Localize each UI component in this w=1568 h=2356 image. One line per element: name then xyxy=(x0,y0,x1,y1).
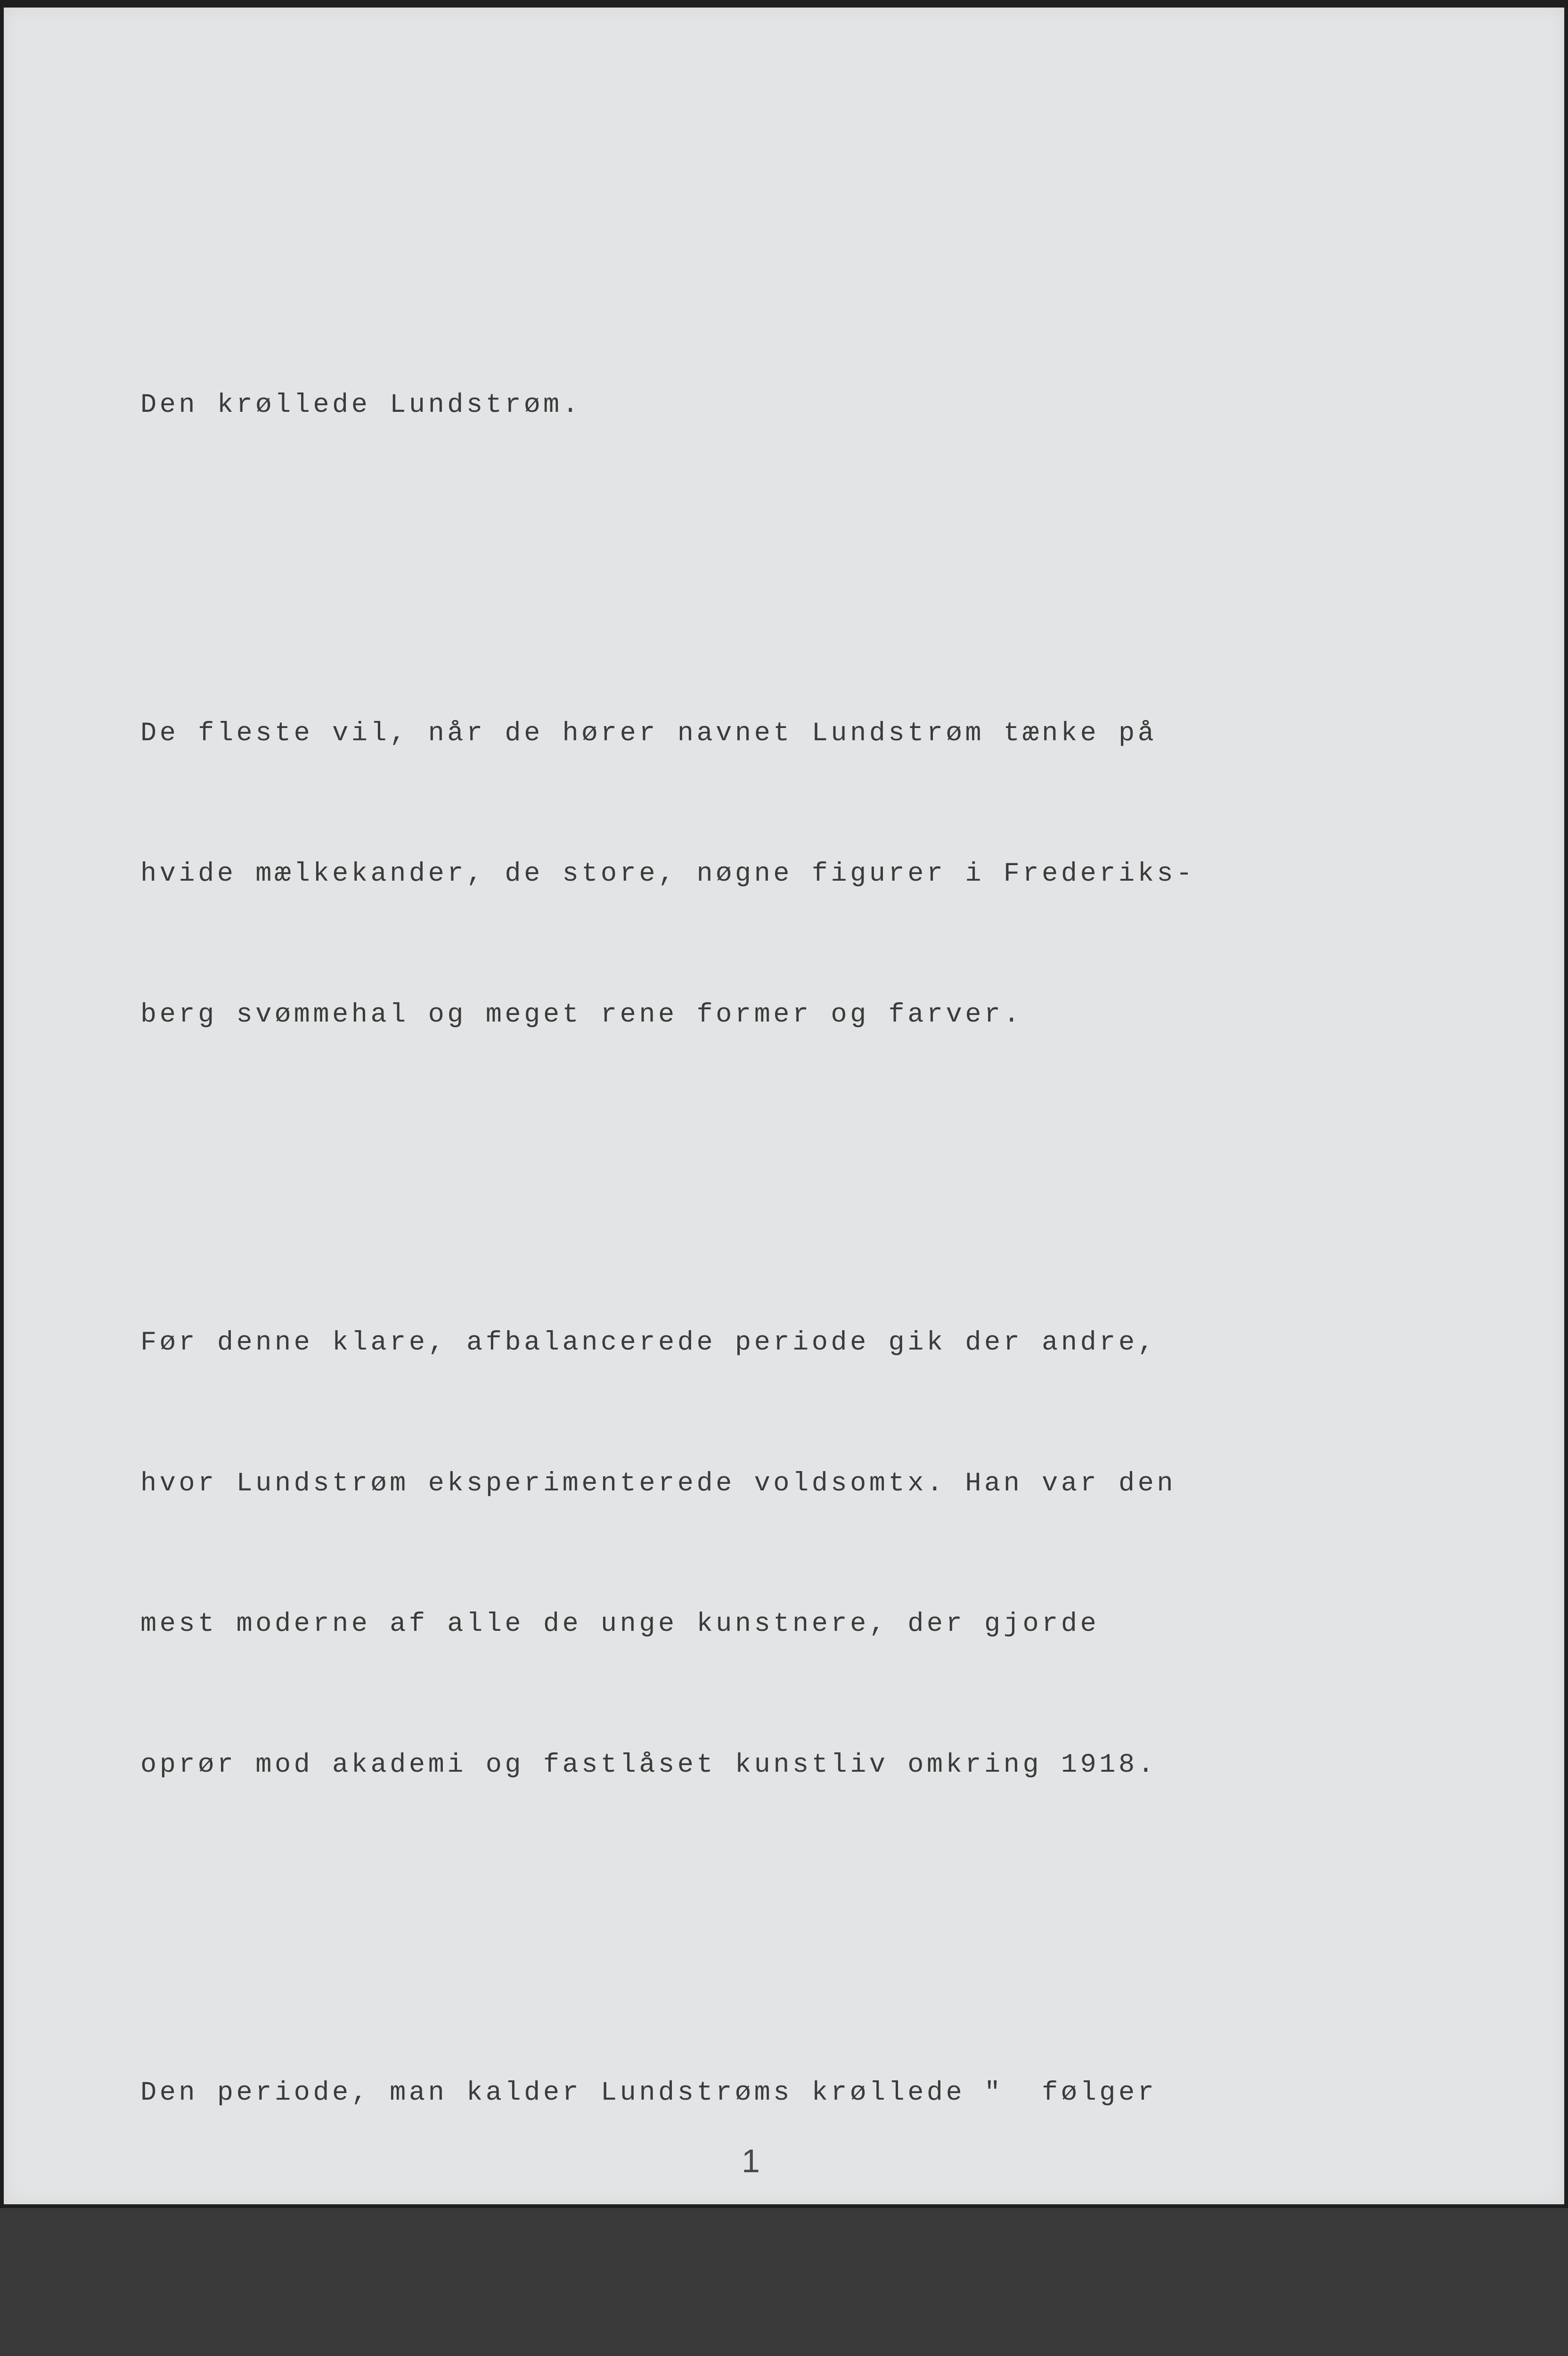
paragraph-3-line-1: Den periode, man kalder Lundstrøms krøllede " følger xyxy=(140,2078,1157,2108)
paragraph-gap xyxy=(140,1882,1460,1930)
page-number: 1 xyxy=(742,2143,760,2179)
paragraph-2-line-1: Før denne klare, afbalancerede periode gik der andre, xyxy=(140,1328,1157,1358)
paragraph-2-line-4: oprør mod akademi og fastlåset kunstliv omkring 1918. xyxy=(140,1750,1157,1780)
paragraph-3-line-3 xyxy=(140,2351,1460,2356)
paragraph-gap xyxy=(140,1132,1460,1179)
paragraph-gap xyxy=(140,523,1460,570)
paper-sheet xyxy=(4,8,1564,2249)
paragraph-1-line-2: hvide mælkekander, de store, nøgne figurer i Frederiks- xyxy=(140,859,1195,889)
paragraph-2-line-2: hvor Lundstrøm eksperimenterede voldsomtx. Han var den xyxy=(140,1468,1176,1499)
paragraph-1-line-1: De fleste vil, når de hører navnet Lundstrøm tænke på xyxy=(140,718,1157,749)
typed-text xyxy=(140,288,1460,2356)
document-title: Den krøllede Lundstrøm. xyxy=(140,390,582,420)
paragraph-2-line-3: mest moderne af alle de unge kunstnere, der gjorde xyxy=(140,1609,1100,1639)
paragraph-3-line-2: lige efter hans Picasso-inspirerede kubistiske billeder. xyxy=(140,2218,1215,2249)
paragraph-1-line-3: berg svømmehal og meget rene former og farver. xyxy=(140,999,1023,1030)
